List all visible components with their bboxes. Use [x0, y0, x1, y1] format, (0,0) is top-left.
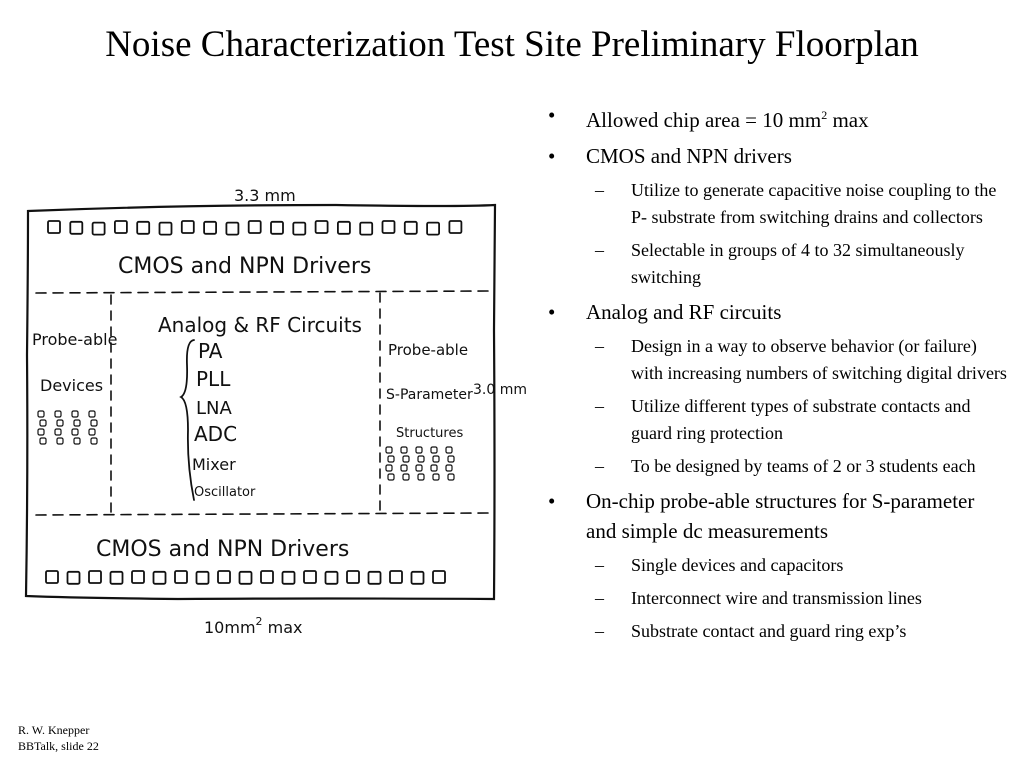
circuit-pll: PLL: [196, 367, 231, 391]
probe-structure: [418, 456, 424, 462]
bullet-marker: •: [548, 103, 556, 127]
bond-pad: [70, 222, 82, 234]
dash-marker: –: [595, 621, 604, 641]
probe-structure: [388, 474, 394, 480]
height-label: 3.0 mm: [473, 382, 527, 398]
bullet-marker: •: [548, 489, 556, 513]
floorplan-sketch: [18, 175, 528, 645]
bond-pad: [175, 571, 187, 583]
sub-bullet-text: Selectable in groups of 4 to 32 simultaneously switching: [631, 240, 965, 287]
dash-marker: –: [595, 555, 604, 575]
bond-pad: [347, 571, 359, 583]
bond-pad: [93, 223, 105, 235]
bond-pad: [154, 572, 166, 584]
bond-pad: [204, 222, 216, 234]
probe-structure: [388, 456, 394, 462]
probe-device: [57, 438, 63, 444]
bottom-region-divider: [36, 513, 488, 515]
bond-pad: [293, 223, 305, 235]
bond-pad: [412, 572, 424, 584]
probe-device: [38, 411, 44, 417]
bond-pad: [249, 221, 261, 233]
dash-marker: –: [595, 336, 604, 356]
bond-pad: [360, 223, 372, 235]
bullet-list: [548, 100, 1008, 651]
probe-device: [40, 420, 46, 426]
bullet-text: Analog and RF circuits: [586, 300, 782, 324]
probe-structure: [401, 447, 407, 453]
bond-pad: [226, 223, 238, 235]
sub-bullet: [548, 393, 1008, 447]
top-region-divider: [36, 291, 488, 293]
bullet-text-suffix: max: [827, 108, 869, 132]
bond-pad: [137, 222, 149, 234]
sub-bullet-text: Substrate contact and guard ring exp’s: [631, 621, 907, 641]
probe-structure: [386, 465, 392, 471]
bond-pad: [369, 572, 381, 584]
bond-pad: [283, 572, 295, 584]
bullet-drivers: [548, 141, 1008, 171]
area-label: $10mm^2$ max: [204, 615, 303, 637]
sub-bullet: [548, 453, 1008, 480]
probe-device: [91, 438, 97, 444]
bond-pad: [427, 223, 439, 235]
bond-pad: [449, 221, 461, 233]
probe-device: [72, 429, 78, 435]
circuit-list-brace: [181, 340, 194, 500]
probe-structure: [386, 447, 392, 453]
probe-device: [72, 411, 78, 417]
bond-pad: [48, 221, 60, 233]
left-devices-label: Devices: [40, 376, 104, 395]
probe-device: [57, 420, 63, 426]
dash-marker: –: [595, 396, 604, 416]
probe-device: [74, 438, 80, 444]
right-probe-label: Probe-able: [388, 341, 469, 359]
probe-device: [40, 438, 46, 444]
probe-structure: [403, 456, 409, 462]
bond-pad: [433, 571, 445, 583]
dash-marker: –: [595, 456, 604, 476]
probe-device: [55, 429, 61, 435]
dash-marker: –: [595, 240, 604, 260]
circuit-mixer: Mixer: [192, 455, 236, 474]
circuit-oscillator: Oscillator: [194, 485, 256, 500]
bond-pad: [338, 222, 350, 234]
bond-pad: [304, 571, 316, 583]
bond-pad: [218, 571, 230, 583]
sub-bullet: [548, 552, 1008, 579]
right-sparam-label: S-Parameter: [386, 387, 473, 403]
circuit-pa: PA: [198, 339, 223, 363]
sub-bullet: [548, 618, 1008, 645]
top-bond-pads: [48, 221, 461, 235]
sub-bullet-text: Utilize different types of substrate contacts and guard ring protection: [631, 396, 971, 443]
probe-structure: [403, 474, 409, 480]
circuit-lna: LNA: [196, 398, 232, 419]
bottom-drivers-label: CMOS and NPN Drivers: [96, 537, 350, 562]
bond-pad: [89, 571, 101, 583]
probe-structure: [431, 465, 437, 471]
bottom-bond-pads: [46, 571, 445, 584]
bullet-marker: •: [548, 300, 556, 324]
probe-structure: [401, 465, 407, 471]
sub-bullet: [548, 333, 1008, 387]
bond-pad: [261, 571, 273, 583]
dash-marker: –: [595, 180, 604, 200]
probe-device: [55, 411, 61, 417]
bullet-analog-rf: [548, 297, 1008, 327]
bond-pad: [240, 572, 252, 584]
bullet-text: CMOS and NPN drivers: [586, 144, 792, 168]
bond-pad: [111, 572, 123, 584]
left-probe-devices: [38, 411, 97, 444]
bullet-text: On-chip probe-able structures for S-parameter and simple dc measurements: [586, 489, 975, 543]
bond-pad: [160, 223, 172, 235]
dash-marker: –: [595, 588, 604, 608]
slide-footer: [18, 722, 99, 754]
bullet-text: Allowed chip area = 10 mm: [586, 108, 822, 132]
sub-bullet-text: Design in a way to observe behavior (or failure) with increasing numbers of switching digital drivers: [631, 336, 1007, 383]
probe-structure: [416, 465, 422, 471]
bond-pad: [182, 221, 194, 233]
sub-bullet-text: Interconnect wire and transmission lines: [631, 588, 922, 608]
superscript: 2: [821, 108, 828, 122]
analog-rf-title: Analog & RF Circuits: [158, 313, 362, 337]
bond-pad: [405, 222, 417, 234]
probe-structure: [446, 465, 452, 471]
sub-bullet: [548, 585, 1008, 612]
footer-author: R. W. Knepper: [18, 723, 90, 737]
bond-pad: [132, 571, 144, 583]
bond-pad: [115, 221, 127, 233]
probe-device: [91, 420, 97, 426]
width-label: 3.3 mm: [234, 186, 296, 205]
probe-device: [89, 411, 95, 417]
sub-bullet-text: To be designed by teams of 2 or 3 students each: [631, 456, 976, 476]
bullet-chip-area: [548, 100, 1008, 135]
bond-pad: [383, 221, 395, 233]
probe-structure: [433, 456, 439, 462]
sub-bullet: [548, 177, 1008, 231]
slide-title: Noise Characterization Test Site Preliminary Floorplan: [105, 24, 919, 65]
probe-structure: [416, 447, 422, 453]
bond-pad: [46, 571, 58, 583]
right-probe-structures: [386, 447, 454, 480]
probe-structure: [418, 474, 424, 480]
bond-pad: [326, 572, 338, 584]
bond-pad: [390, 571, 402, 583]
footer-slide-ref: BBTalk, slide 22: [18, 739, 99, 753]
top-drivers-label: CMOS and NPN Drivers: [118, 254, 372, 279]
probe-device: [89, 429, 95, 435]
left-probe-label: Probe-able: [32, 330, 118, 349]
probe-structure: [448, 456, 454, 462]
bond-pad: [68, 572, 80, 584]
probe-device: [74, 420, 80, 426]
circuit-adc: ADC: [194, 422, 238, 446]
probe-structure: [431, 447, 437, 453]
probe-structure: [446, 447, 452, 453]
bullet-probe-structures: [548, 486, 1008, 546]
sub-bullet: [548, 237, 1008, 291]
floorplan-drawing: [18, 175, 528, 645]
bullet-marker: •: [548, 144, 556, 168]
bond-pad: [271, 222, 283, 234]
sub-bullet-text: Single devices and capacitors: [631, 555, 844, 575]
probe-structure: [433, 474, 439, 480]
bond-pad: [316, 221, 328, 233]
probe-device: [38, 429, 44, 435]
sub-bullet-text: Utilize to generate capacitive noise coupling to the P- substrate from switching drains and collectors: [631, 180, 997, 227]
right-structures-label: Structures: [396, 426, 464, 441]
probe-structure: [448, 474, 454, 480]
bond-pad: [197, 572, 209, 584]
